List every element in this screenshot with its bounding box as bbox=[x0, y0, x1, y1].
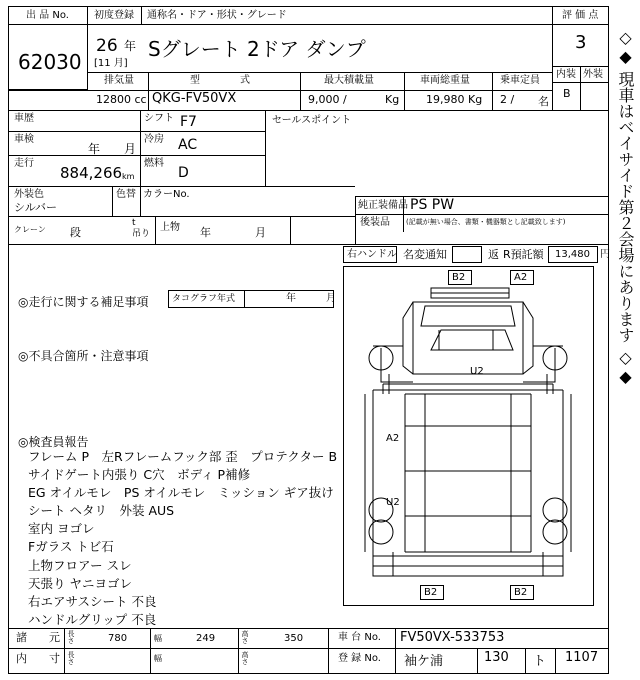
mark-rear-side: U2 bbox=[386, 497, 400, 508]
shaken-label: 車検 bbox=[14, 134, 34, 145]
spec-label: 諸 元 bbox=[16, 631, 60, 644]
ac-label: 冷房 bbox=[144, 134, 164, 145]
capacity-label: 乗車定員 bbox=[500, 75, 540, 86]
sales-point-label: セールスポイント bbox=[272, 115, 352, 126]
reg-kana: ト bbox=[533, 654, 547, 669]
truck-outline-diagram bbox=[343, 266, 594, 606]
report-line: ハンドルグリップ 不良 bbox=[28, 611, 157, 627]
ac: AC bbox=[178, 137, 198, 153]
max-load: 9,000 / bbox=[308, 93, 347, 106]
inner-label: 内 寸 bbox=[16, 652, 60, 665]
grade-label: 評 価 点 bbox=[562, 10, 599, 21]
bed-label: 上物 bbox=[160, 222, 180, 233]
reg-year-unit: 年 bbox=[124, 39, 137, 53]
displacement-label: 排気量 bbox=[104, 75, 134, 86]
color-code-label: カラーNo. bbox=[143, 189, 190, 200]
chassis-value: FV50VX-533753 bbox=[400, 630, 505, 645]
report-line: フレーム P 左Rフレームフック部 歪 プロテクター B bbox=[28, 449, 338, 464]
driving-notes-label: ◎走行に関する補足事項 bbox=[18, 295, 149, 309]
car-name-label: 通称名・ドア・形状・グレード bbox=[147, 10, 287, 21]
chassis-label: 車 台 No. bbox=[338, 632, 381, 643]
model-label: 型 式 bbox=[190, 75, 250, 86]
inner-width-label: 幅 bbox=[154, 654, 162, 663]
length-label: 長さ bbox=[67, 630, 75, 644]
model: QKG-FV50VX bbox=[152, 91, 237, 106]
shaken-value: 年 月 bbox=[88, 142, 137, 156]
venue-notice: ◇◆ 現車はベイサイド第２会場にあります ◇◆ bbox=[616, 28, 635, 387]
crane-hoist: t 吊り bbox=[132, 218, 151, 239]
report-line: サイドゲート内張り C穴 ボディ P補修 bbox=[28, 467, 251, 483]
equipment: PS PW bbox=[410, 197, 455, 213]
reg-number: 1107 bbox=[565, 650, 599, 665]
height-label: 高さ bbox=[241, 630, 249, 644]
tachograph-label: タコグラフ年式 bbox=[172, 294, 236, 304]
capacity: 2 / bbox=[500, 93, 515, 106]
fuel-label: 燃料 bbox=[144, 158, 164, 169]
report-line: 右エアサスシート 不良 bbox=[28, 593, 157, 609]
tachograph-value: 年 月 bbox=[286, 293, 336, 304]
inspector-report-label: ◎検査員報告 bbox=[18, 435, 89, 449]
report-line: Fガラス トビ石 bbox=[28, 539, 114, 555]
lot-no: 62030 bbox=[18, 50, 82, 74]
inner-height-label: 高さ bbox=[241, 651, 249, 665]
inspector-report-list bbox=[28, 448, 337, 629]
crane-label: クレーン bbox=[14, 225, 46, 234]
capacity-unit: 名 bbox=[538, 95, 549, 108]
recycle-label: R預託額 bbox=[503, 248, 544, 261]
report-line: 室内 ヨゴレ bbox=[28, 521, 95, 537]
color-change-label: 色替 bbox=[116, 189, 136, 200]
gross-weight: 19,980 Kg bbox=[426, 93, 483, 106]
shift: F7 bbox=[180, 114, 197, 130]
fuel: D bbox=[178, 165, 189, 181]
displacement: 12800 cc bbox=[96, 93, 147, 106]
lot-no-label: 出 品 No. bbox=[26, 10, 69, 21]
steering: 右ハンドル bbox=[347, 249, 397, 260]
grade-value: 3 bbox=[575, 32, 587, 53]
aftermarket-note: (記載が無い場合、書類・機器類とし記載致します) bbox=[406, 218, 566, 226]
car-name: Sグレート 2ドア ダンプ bbox=[148, 37, 366, 61]
reg-area: 袖ケ浦 bbox=[404, 654, 444, 669]
reg-year: 26 bbox=[96, 36, 118, 56]
bed-value: 年 月 bbox=[200, 226, 266, 239]
color-value: シルバー bbox=[14, 201, 57, 214]
report-line: 上物フロアー スレ bbox=[28, 557, 132, 573]
recycle-unit: 円 bbox=[600, 249, 610, 260]
max-load-label: 最大積載量 bbox=[324, 75, 374, 86]
interior-grade: B bbox=[563, 87, 571, 100]
mileage-unit: km bbox=[122, 172, 135, 181]
mark-bottom-left: B2 bbox=[424, 587, 438, 598]
reg-month: [11 月] bbox=[94, 58, 128, 69]
name-change-label: 名変通知 bbox=[403, 248, 447, 261]
mark-cab: U2 bbox=[470, 366, 484, 377]
mark-side: A2 bbox=[386, 433, 400, 444]
exterior-grade-label: 外装 bbox=[583, 69, 603, 80]
reserve-label: 返 bbox=[488, 248, 499, 261]
crane-stage: 段 bbox=[70, 226, 81, 239]
equipment-label: 純正装備品 bbox=[358, 200, 408, 211]
reg-label: 登 録 No. bbox=[338, 653, 381, 664]
mileage: 884,266 bbox=[60, 164, 123, 182]
mileage-label: 走行 bbox=[14, 158, 34, 169]
name-change-box bbox=[452, 246, 482, 263]
length-value: 780 bbox=[108, 633, 128, 644]
gross-weight-label: 車両総重量 bbox=[420, 75, 470, 86]
mark-top-right: A2 bbox=[514, 272, 528, 283]
reg-class: 130 bbox=[484, 650, 509, 665]
width-value: 249 bbox=[196, 633, 216, 644]
shift-label: シフト bbox=[144, 113, 174, 124]
report-line: 天張り ヤニヨゴレ bbox=[28, 575, 132, 591]
mark-bottom-right: B2 bbox=[514, 587, 528, 598]
history-label: 車歴 bbox=[14, 113, 34, 124]
color-label: 外装色 bbox=[14, 189, 44, 200]
recycle-amount: 13,480 bbox=[555, 249, 590, 260]
height-value: 350 bbox=[284, 633, 304, 644]
report-line: シート ヘタリ 外装 AUS bbox=[28, 503, 175, 519]
width-label: 幅 bbox=[154, 634, 162, 643]
inner-length-label: 長さ bbox=[67, 651, 75, 665]
report-line: EG オイルモレ PS オイルモレ ミッション ギア抜け bbox=[28, 485, 334, 501]
max-load-unit: Kg bbox=[385, 93, 400, 106]
aftermarket-label: 後装品 bbox=[360, 217, 390, 228]
mark-top-left: B2 bbox=[452, 272, 466, 283]
defects-label: ◎不具合箇所・注意事項 bbox=[18, 349, 149, 363]
first-reg-label: 初度登録 bbox=[94, 10, 134, 21]
interior-grade-label: 内装 bbox=[556, 69, 576, 80]
